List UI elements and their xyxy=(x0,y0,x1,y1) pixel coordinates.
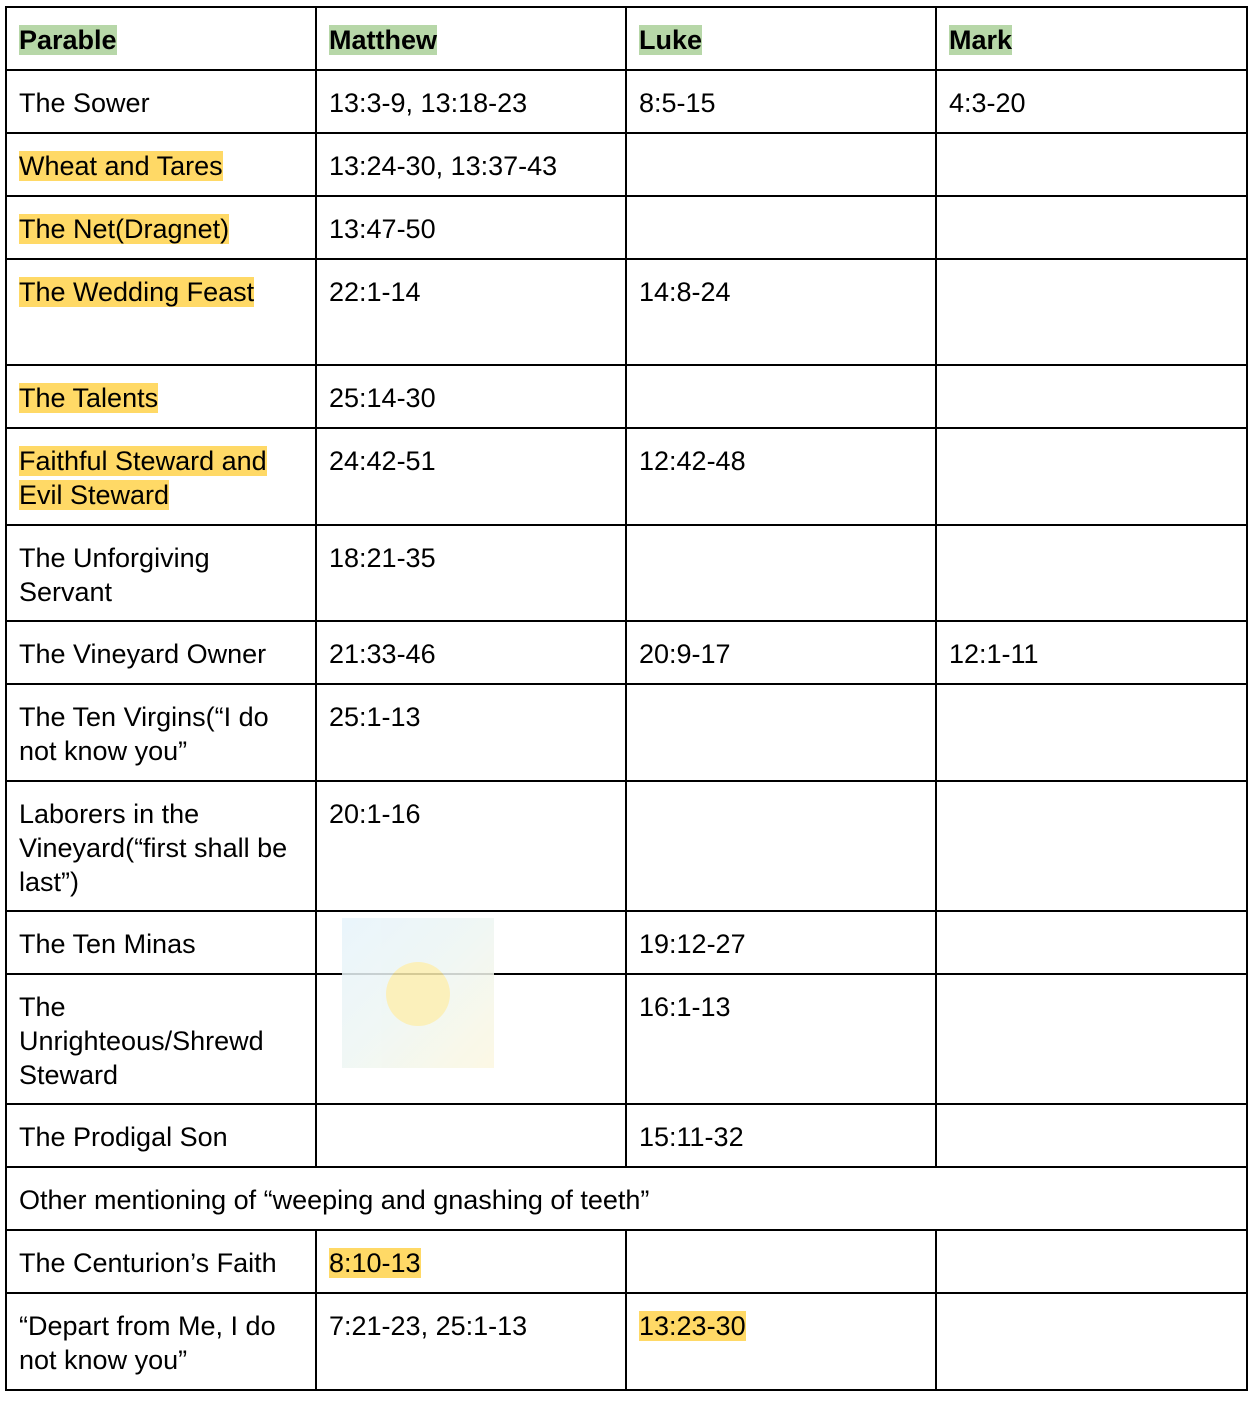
mark-cell xyxy=(936,1293,1247,1390)
parable-cell xyxy=(6,259,316,365)
mark-cell xyxy=(936,525,1247,621)
watermark-logo xyxy=(342,918,494,1068)
parable-label: The Talents xyxy=(19,383,159,413)
table-row xyxy=(6,428,1247,525)
mark-cell xyxy=(936,196,1247,259)
section-heading-row xyxy=(6,1167,1247,1230)
mark-cell: 4:3-20 xyxy=(936,70,1247,133)
matthew-cell: 7:21-23, 25:1-13 xyxy=(316,1293,626,1390)
parable-cell: Laborers in the Vineyard(“first shall be last”) xyxy=(6,781,316,911)
table-row xyxy=(6,684,1247,781)
parable-label-line2: Evil Steward xyxy=(19,480,170,510)
table-row xyxy=(6,525,1247,621)
matthew-cell xyxy=(316,1104,626,1167)
luke-cell xyxy=(626,365,936,428)
mark-cell xyxy=(936,781,1247,911)
luke-cell: 19:12-27 xyxy=(626,911,936,974)
header-label: Matthew xyxy=(329,25,437,55)
parable-cell: The Ten Minas xyxy=(6,911,316,974)
table-row xyxy=(6,70,1247,133)
table-row xyxy=(6,365,1247,428)
header-cell-matthew xyxy=(316,7,626,70)
matthew-cell: 13:47-50 xyxy=(316,196,626,259)
parable-cell xyxy=(6,428,316,525)
mark-cell xyxy=(936,911,1247,974)
mark-cell xyxy=(936,684,1247,781)
mark-cell: 12:1-11 xyxy=(936,621,1247,684)
luke-cell xyxy=(626,1230,936,1293)
table-row xyxy=(6,911,1247,974)
parable-cell: The Unrighteous/Shrewd Steward xyxy=(6,974,316,1104)
parables-table xyxy=(5,6,1248,1391)
matthew-cell xyxy=(316,1230,626,1293)
table-row xyxy=(6,1230,1247,1293)
luke-ref: 13:23-30 xyxy=(639,1311,746,1341)
luke-cell xyxy=(626,781,936,911)
luke-cell xyxy=(626,196,936,259)
luke-cell: 20:9-17 xyxy=(626,621,936,684)
matthew-cell: 13:24-30, 13:37-43 xyxy=(316,133,626,196)
parable-cell xyxy=(6,133,316,196)
luke-cell: 14:8-24 xyxy=(626,259,936,365)
matthew-cell: 24:42-51 xyxy=(316,428,626,525)
luke-cell: 8:5-15 xyxy=(626,70,936,133)
mark-cell xyxy=(936,259,1247,365)
parable-label: The Net(Dragnet) xyxy=(19,214,230,244)
parable-cell: The Vineyard Owner xyxy=(6,621,316,684)
luke-cell xyxy=(626,684,936,781)
parable-cell: The Centurion’s Faith xyxy=(6,1230,316,1293)
matthew-cell: 13:3-9, 13:18-23 xyxy=(316,70,626,133)
luke-cell xyxy=(626,525,936,621)
header-cell-luke xyxy=(626,7,936,70)
parable-cell: The Unforgiving Servant xyxy=(6,525,316,621)
parable-cell xyxy=(6,196,316,259)
matthew-cell: 18:21-35 xyxy=(316,525,626,621)
parable-label: The Wedding Feast xyxy=(19,277,255,307)
luke-cell xyxy=(626,133,936,196)
table-row xyxy=(6,781,1247,911)
matthew-ref: 8:10-13 xyxy=(329,1248,421,1278)
table-row xyxy=(6,133,1247,196)
header-row xyxy=(6,7,1247,70)
matthew-cell: 21:33-46 xyxy=(316,621,626,684)
parable-cell: The Prodigal Son xyxy=(6,1104,316,1167)
header-label: Mark xyxy=(949,25,1013,55)
luke-cell: 15:11-32 xyxy=(626,1104,936,1167)
parable-cell: The Ten Virgins(“I do not know you” xyxy=(6,684,316,781)
sun-icon xyxy=(386,962,450,1026)
table-row xyxy=(6,1104,1247,1167)
matthew-cell: 25:1-13 xyxy=(316,684,626,781)
matthew-cell: 22:1-14 xyxy=(316,259,626,365)
parable-cell xyxy=(6,365,316,428)
matthew-cell: 20:1-16 xyxy=(316,781,626,911)
parable-cell: “Depart from Me, I do not know you” xyxy=(6,1293,316,1390)
mark-cell xyxy=(936,365,1247,428)
table-row xyxy=(6,974,1247,1104)
header-label: Parable xyxy=(19,25,117,55)
header-cell-mark xyxy=(936,7,1247,70)
mark-cell xyxy=(936,428,1247,525)
mark-cell xyxy=(936,1104,1247,1167)
header-cell-parable xyxy=(6,7,316,70)
table-row xyxy=(6,196,1247,259)
mark-cell xyxy=(936,1230,1247,1293)
table-row xyxy=(6,1293,1247,1390)
table-row xyxy=(6,259,1247,365)
table-row xyxy=(6,621,1247,684)
matthew-cell: 25:14-30 xyxy=(316,365,626,428)
parable-label-line1: Faithful Steward and xyxy=(19,446,267,476)
parable-label: Wheat and Tares xyxy=(19,151,223,181)
mark-cell xyxy=(936,133,1247,196)
parable-cell: The Sower xyxy=(6,70,316,133)
luke-cell xyxy=(626,1293,936,1390)
section-heading: Other mentioning of “weeping and gnashing of teeth” xyxy=(6,1167,1247,1230)
mark-cell xyxy=(936,974,1247,1104)
luke-cell: 16:1-13 xyxy=(626,974,936,1104)
header-label: Luke xyxy=(639,25,703,55)
luke-cell: 12:42-48 xyxy=(626,428,936,525)
